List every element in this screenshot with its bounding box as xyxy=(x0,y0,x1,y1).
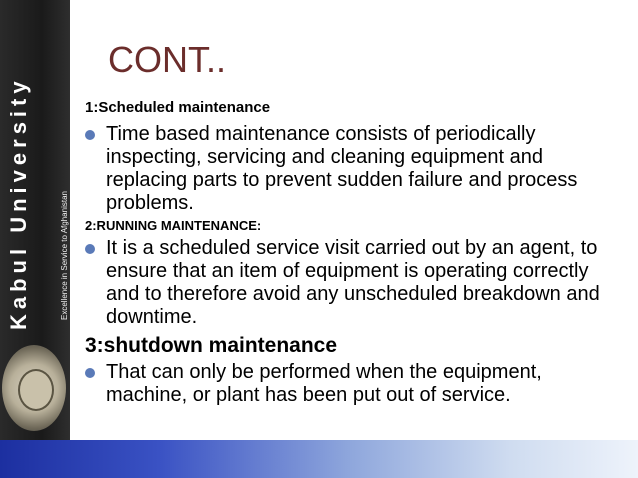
section-heading-running: 2:RUNNING MAINTENANCE: xyxy=(85,218,262,233)
section-heading-shutdown: 3:shutdown maintenance xyxy=(85,334,338,357)
bullet-text: Time based maintenance consists of periodically inspecting, servicing and cleaning equipment and replacing parts to prevent sudden failure and process problems. xyxy=(106,123,578,214)
bullet-icon xyxy=(85,130,95,140)
bullet-text: It is a scheduled service visit carried out by an agent, to ensure that an item of equipment is operating correctly and to therefore avoid any unscheduled breakdown and downtime. xyxy=(106,237,600,328)
bullet-icon xyxy=(85,244,95,254)
university-name: Kabul University xyxy=(6,76,31,330)
bottom-gradient-band xyxy=(0,440,638,478)
university-motto: Excellence in Service to Afghanistan xyxy=(60,191,69,320)
slide-content xyxy=(85,97,625,407)
bullet-item-scheduled xyxy=(85,123,625,215)
bullet-item-running xyxy=(85,237,625,329)
university-seal-logo xyxy=(2,345,66,431)
bullet-text: That can only be performed when the equipment, machine, or plant has been put out of service. xyxy=(106,361,542,406)
section-heading-scheduled: 1:Scheduled maintenance xyxy=(85,99,271,116)
university-sidebar xyxy=(0,0,70,440)
seal-emblem-icon xyxy=(18,369,54,411)
bullet-icon xyxy=(85,368,95,378)
slide-title: CONT.. xyxy=(108,39,227,80)
bullet-item-shutdown xyxy=(85,361,625,407)
